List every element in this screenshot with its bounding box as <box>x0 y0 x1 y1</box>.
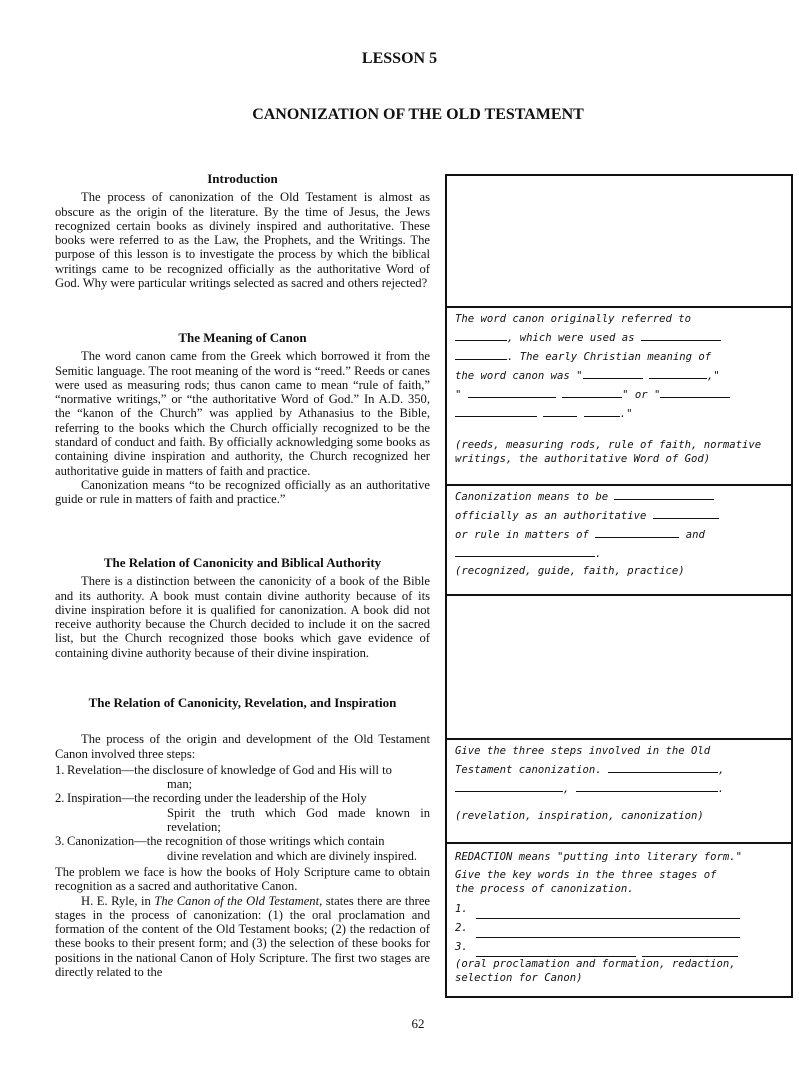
question-canonization-definition: Canonization means to be officially as an authoritative or rule in matters of and . (recognized, guide, faith, practice) <box>445 484 793 596</box>
step-number: 2. <box>55 791 65 806</box>
q4-number: 1. <box>455 903 468 915</box>
q2-text: Canonization means to be <box>455 491 609 503</box>
blank-panel-top <box>445 174 793 308</box>
step-number: 1. <box>55 762 65 777</box>
q1-answer: (reeds, measuring rods, rule of faith, normative writings, the authoritative Word of God) <box>455 439 762 465</box>
q1-text: the word canon was " <box>455 370 583 382</box>
answer-blank[interactable] <box>642 946 738 957</box>
list-item <box>55 763 430 792</box>
answer-blank[interactable] <box>455 781 563 792</box>
section-canonicity-revelation-inspiration <box>55 696 430 979</box>
meaning-heading: The Meaning of Canon <box>178 330 307 345</box>
steps-list <box>55 763 430 863</box>
step-text-cont: man; <box>167 777 193 792</box>
blank-panel-middle <box>445 594 793 740</box>
page-number: 62 <box>411 1016 425 1031</box>
q1-text: " or " <box>622 389 661 401</box>
answer-blank[interactable] <box>641 330 721 341</box>
answer-blank[interactable] <box>595 527 679 538</box>
answer-blank[interactable] <box>614 489 714 500</box>
q4-number: 2. <box>455 922 468 934</box>
answer-blank[interactable] <box>476 946 636 957</box>
step-text-cont: Spirit the truth which God made known in revelation; <box>167 805 430 835</box>
redaction-definition: REDACTION means "putting into literary form." <box>455 851 743 863</box>
ryle-text-pre: H. E. Ryle, in <box>81 893 155 908</box>
step-text: Inspiration—the recording under the leadership of the Holy <box>67 791 367 806</box>
q2-text: officially as an authoritative <box>455 510 647 522</box>
q3-answer: (revelation, inspiration, canonization) <box>455 810 704 822</box>
step-number: 3. <box>55 834 65 849</box>
three-steps-intro: The process of the origin and development of the Old Testament Canon involved three steps: <box>55 732 430 761</box>
answer-blank[interactable] <box>562 387 622 398</box>
question-redaction <box>445 842 793 998</box>
step-text: Revelation—the disclosure of knowledge of God and His will to <box>67 762 392 777</box>
q3-text: Testament canonization. <box>455 764 602 776</box>
book-title: The Canon of the Old Testament, <box>154 893 323 908</box>
meaning-text: The word canon came from the Greek which borrowed it from the Semitic language. The root meaning of the word is “reed.” Reeds or canes were used as measuring rods; thus canon came to mean “rule of faith,” “normative writings,” or “the authoritative Word of God.” In A.D. 350, the “kanon of the Church” was applied by Athanasius to the Bible, referring to the books which the Church officially recognized to be the standard of conduct and faith. By officially acknowledging some books as containing divine inspiration and authority, the Church recognized her authoritative guide in matters of faith and practice. <box>55 349 430 478</box>
q2-answer: (recognized, guide, faith, practice) <box>455 565 685 577</box>
lesson-number: LESSON 5 <box>361 50 438 67</box>
answer-blank[interactable] <box>649 368 707 379</box>
section-meaning-of-canon <box>55 331 430 507</box>
q1-text: The word canon originally referred to <box>455 313 691 325</box>
answer-blank[interactable] <box>468 387 556 398</box>
problem-text: The problem we face is how the books of Holy Scripture came to obtain recognition as a sacred and authoritative Canon. <box>55 864 430 894</box>
question-three-steps: Give the three steps involved in the Old Testament canonization. , , . (revelation, inspiration, canonization) <box>445 738 793 844</box>
page-title: CANONIZATION OF THE OLD TESTAMENT <box>252 106 584 123</box>
answer-blank[interactable] <box>576 781 718 792</box>
answer-blank[interactable] <box>660 387 730 398</box>
q2-text: or rule in matters of <box>455 529 589 541</box>
answer-blank[interactable] <box>455 406 537 417</box>
canonization-definition: Canonization means “to be recognized officially as an authoritative guide or rule in matters of faith and practice.” <box>55 477 430 507</box>
canonicity-authority-text: There is a distinction between the canonicity of a book of the Bible and its authority. A book must contain divine authority because of its divine inspiration before it is qualified for canonization. A book did not receive authority because the Church decided to include it on the sacred list, but the Church recognized those books which gave evidence of containing divine authority because of their divine inspiration. <box>55 574 430 660</box>
answer-blank[interactable] <box>455 546 595 557</box>
step-text-cont: divine revelation and which are divinely inspired. <box>167 848 418 863</box>
canonicity-revelation-heading: The Relation of Canonicity, Revelation, and Inspiration <box>88 695 397 710</box>
q1-text: . The early Christian meaning of <box>507 351 712 363</box>
ryle-paragraph <box>55 894 430 980</box>
answer-blank[interactable] <box>584 406 620 417</box>
question-canon-meaning: The word canon originally referred to , which were used as . The early Christian meaning of the word canon was " ," " " or " ." (reeds, measuring rods, rule of faith, normative writings, the authoritative Word of God) <box>445 306 793 486</box>
section-canonicity-authority <box>55 556 430 660</box>
list-item <box>55 791 430 834</box>
introduction-heading: Introduction <box>207 171 278 186</box>
answer-blank[interactable] <box>653 508 719 519</box>
step-text: Canonization—the recognition of those writings which contain <box>67 834 385 849</box>
q4-text: Give the key words in the three stages of <box>455 869 717 881</box>
answer-blank[interactable] <box>543 406 577 417</box>
answer-blank[interactable] <box>476 927 740 938</box>
answer-blank[interactable] <box>476 908 740 919</box>
q1-text: , which were used as <box>507 332 635 344</box>
canonicity-authority-heading: The Relation of Canonicity and Biblical Authority <box>103 555 382 570</box>
answer-blank[interactable] <box>608 762 718 773</box>
introduction-text: The process of canonization of the Old Testament is almost as obscure as the origin of the literature. By the time of Jesus, the Jews recognized certain books as divinely inspired and authoritative. These books were referred to as the Law, the Prophets, and the Writings. The purpose of this lesson is to investigate the process by which the biblical writings came to be recognized officially as the authoritative Word of God. Why were particular writings selected as sacred and others rejected? <box>55 190 430 291</box>
ryle-text-post: states there are three stages in the process of canonization: (1) the oral proclamation and formation of the content of the Old Testament books; (2) the redaction of these books to their present form; and (3) the selection of these books for positions in the national Canon of Holy Scripture. The first two stages are directly related to the <box>55 893 431 980</box>
q4-text: the process of canonization. <box>455 883 634 895</box>
answer-blank[interactable] <box>455 349 507 360</box>
q2-text: and <box>685 529 705 541</box>
q3-text: Give the three steps involved in the Old <box>455 745 711 757</box>
section-introduction <box>55 172 430 290</box>
answer-blank[interactable] <box>583 368 643 379</box>
answer-blank[interactable] <box>455 330 507 341</box>
q4-answer: (oral proclamation and formation, redaction, selection for Canon) <box>455 958 736 984</box>
list-item <box>55 834 430 863</box>
q4-number: 3. <box>455 941 468 953</box>
